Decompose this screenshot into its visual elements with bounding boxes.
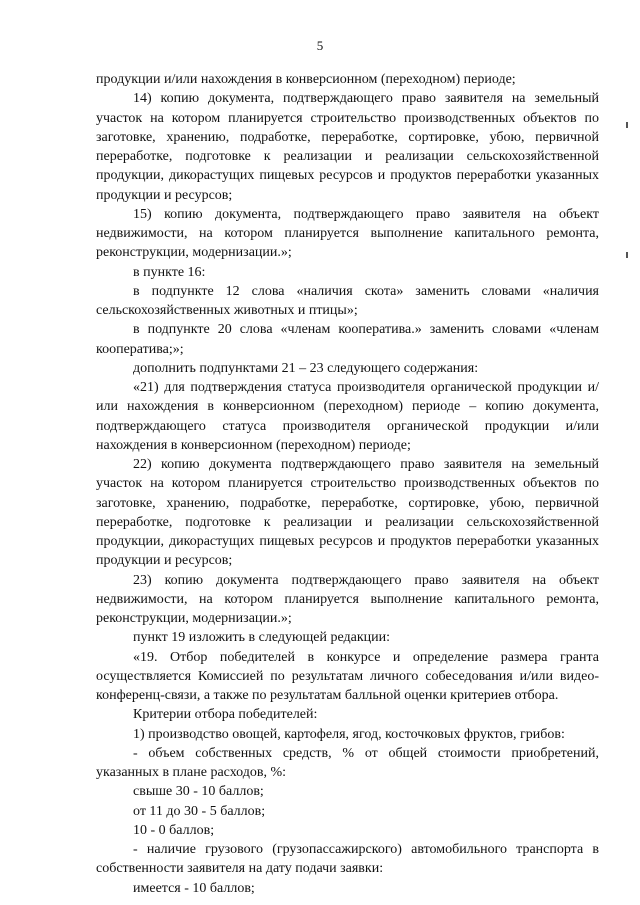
paragraph: 1) производство овощей, картофеля, ягод, косточковых фруктов, грибов: [133,726,565,742]
paragraph: 15) копию документа, подтверждающего право заявителя на объект недвижимости, на котором планируется выполнение капитального ремонта, реконструкции, модернизации.»; [96,206,599,261]
margin-mark [626,252,628,258]
paragraph: дополнить подпунктами 21 – 23 следующего содержания: [133,360,479,376]
paragraph: Критерии отбора победителей: [133,707,318,723]
paragraph: продукции и/или нахождения в конверсионном (переходном) периоде; [96,72,516,87]
paragraph: от 11 до 30 - 5 баллов; [133,803,266,819]
paragraph: «21) для подтверждения статуса производителя органической продукции и/или нахождения в конверсионном (переходном) периоде – копию документа, подтверждающего статуса производителя органической продукции и/или нахождения в конверсионном (переходном) периоде; [96,380,599,453]
paragraph: «19. Отбор победителей в конкурсе и определение размера гранта осуществляется Комиссией по результатам личного собеседования и/или видео-конференц-связи, а также по результатам балльной оценки критериев отбора. [96,649,599,703]
paragraph: 23) копию документа подтверждающего право заявителя на объект недвижимости, на котором планируется выполнение капитального ремонта, реконструкции, модернизации.»; [96,572,599,626]
paragraph: в пункте 16: [133,264,206,280]
page-number: 5 [316,38,324,53]
margin-mark [626,122,628,128]
paragraph: свыше 30 - 10 баллов; [133,784,264,800]
paragraph: 10 - 0 баллов; [133,822,215,838]
document-body [96,70,599,898]
paragraph: в подпункте 12 слова «наличия скота» заменить словами «наличия сельскохозяйственных животных и птицы»; [96,283,599,318]
paragraph: 14) копию документа, подтверждающего право заявителя на земельный участок на котором планируется строительство производственных объектов по заготовке, хранению, подработке, переработке, сортировке, убою, первичной переработке, подготовке к реализации и реализации сельскохозяйственной продукции, дикорастущих пищевых ресурсов и продуктов переработки указанных продукции и ресурсов; [96,91,599,203]
paragraph: - наличие грузового (грузопассажирского) автомобильного транспорта в собственности заявителя на дату подачи заявки: [96,842,599,877]
paragraph: имеется - 10 баллов; [133,880,255,896]
paragraph: пункт 19 изложить в следующей редакции: [133,630,390,646]
paragraph: 22) копию документа подтверждающего право заявителя на земельный участок на котором планируется строительство производственных объектов по заготовке, хранению, подработке, переработке, сортировке, убою, первичной переработке, подготовке к реализации и реализации сельскохозяйственной продукции, дикорастущих пищевых ресурсов и продуктов переработки указанных продукции и ресурсов; [96,457,599,569]
paragraph: - объем собственных средств, % от общей стоимости приобретений, указанных в плане расходов, %: [96,745,599,780]
paragraph: в подпункте 20 слова «членам кооператива.» заменить словами «членам кооператива;»; [96,322,599,357]
